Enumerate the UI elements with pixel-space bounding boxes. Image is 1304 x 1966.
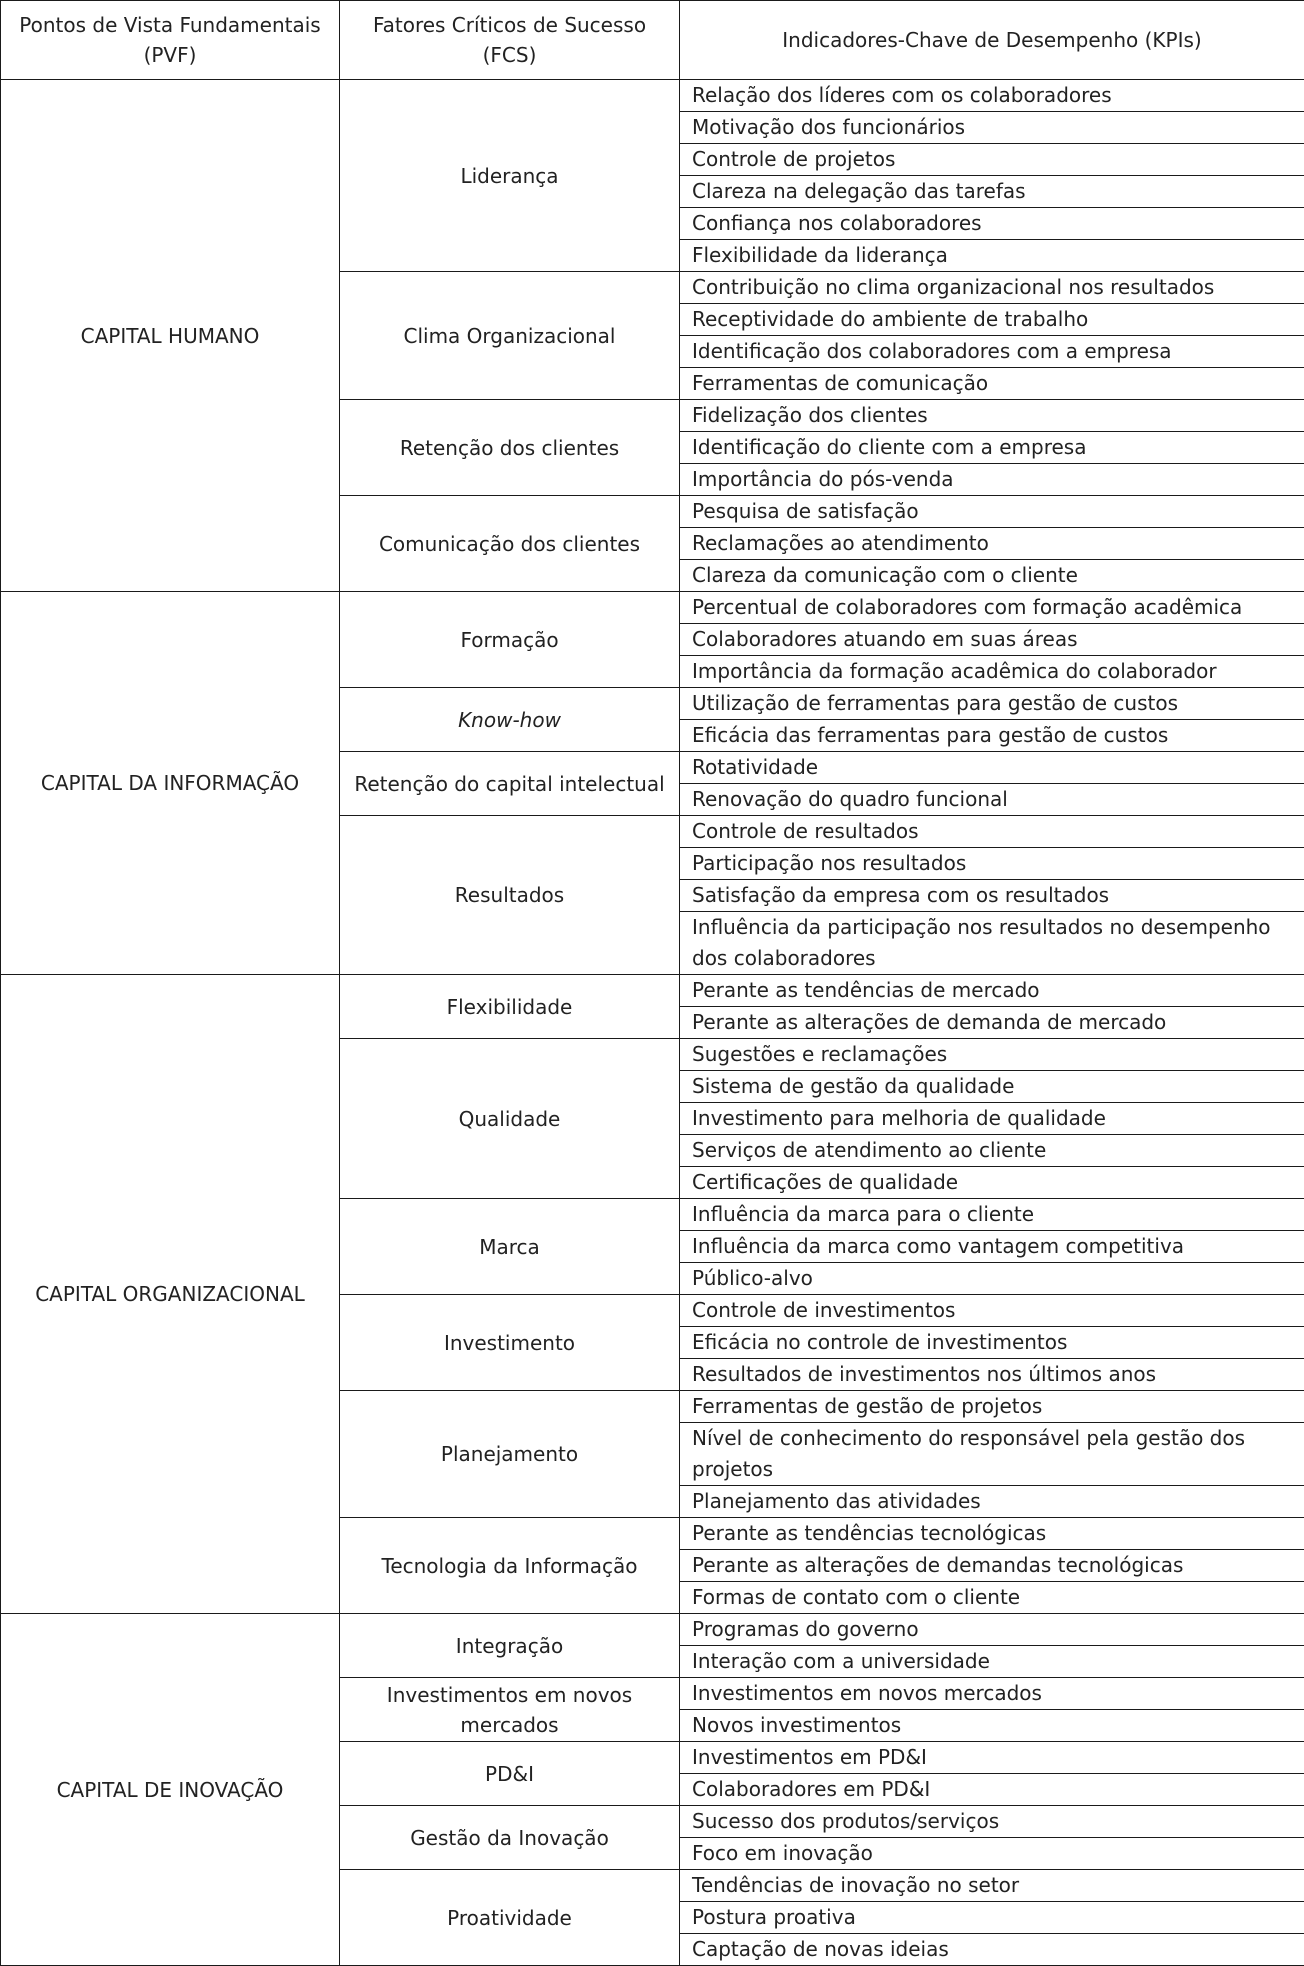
kpi-cell: Influência da marca para o cliente bbox=[680, 1199, 1304, 1231]
kpi-cell: Relação dos líderes com os colaboradores bbox=[680, 80, 1304, 112]
kpi-cell: Eficácia no controle de investimentos bbox=[680, 1327, 1304, 1359]
table-row bbox=[1, 1614, 1304, 1646]
kpi-cell: Interação com a universidade bbox=[680, 1646, 1304, 1678]
kpi-cell: Fidelização dos clientes bbox=[680, 400, 1304, 432]
table-body bbox=[1, 80, 1304, 1966]
fcs-cell-marca: Marca bbox=[340, 1199, 680, 1295]
kpi-cell: Captação de novas ideias bbox=[680, 1934, 1304, 1966]
fcs-cell-qualidade: Qualidade bbox=[340, 1039, 680, 1199]
fcs-cell-tecnologia-da-informacao: Tecnologia da Informação bbox=[340, 1518, 680, 1614]
kpi-cell: Utilização de ferramentas para gestão de custos bbox=[680, 688, 1304, 720]
kpi-cell: Identificação dos colaboradores com a empresa bbox=[680, 336, 1304, 368]
kpi-cell: Importância da formação acadêmica do colaborador bbox=[680, 656, 1304, 688]
fcs-cell-gestao-da-inovacao: Gestão da Inovação bbox=[340, 1806, 680, 1870]
fcs-cell-investimentos-em-novos-mercados: Investimentos em novos mercados bbox=[340, 1678, 680, 1742]
kpi-cell: Renovação do quadro funcional bbox=[680, 784, 1304, 816]
fcs-cell-retencao-do-capital-intelectual: Retenção do capital intelectual bbox=[340, 752, 680, 816]
fcs-cell-resultados: Resultados bbox=[340, 816, 680, 975]
kpi-cell: Motivação dos funcionários bbox=[680, 112, 1304, 144]
kpi-cell: Reclamações ao atendimento bbox=[680, 528, 1304, 560]
kpi-cell: Perante as tendências tecnológicas bbox=[680, 1518, 1304, 1550]
fcs-cell-planejamento: Planejamento bbox=[340, 1391, 680, 1518]
kpi-cell: Influência da marca como vantagem competitiva bbox=[680, 1231, 1304, 1263]
fcs-cell-investimento: Investimento bbox=[340, 1295, 680, 1391]
pvf-cell-capital-de-inovacao: CAPITAL DE INOVAÇÃO bbox=[1, 1614, 340, 1966]
kpi-cell: Influência da participação nos resultados no desempenho dos colaboradores bbox=[680, 912, 1304, 975]
kpi-cell: Certificações de qualidade bbox=[680, 1167, 1304, 1199]
kpi-cell: Satisfação da empresa com os resultados bbox=[680, 880, 1304, 912]
kpi-cell: Sugestões e reclamações bbox=[680, 1039, 1304, 1071]
kpi-cell: Flexibilidade da liderança bbox=[680, 240, 1304, 272]
kpi-cell: Perante as tendências de mercado bbox=[680, 975, 1304, 1007]
kpi-cell: Percentual de colaboradores com formação acadêmica bbox=[680, 592, 1304, 624]
kpi-cell: Resultados de investimentos nos últimos anos bbox=[680, 1359, 1304, 1391]
kpi-cell: Rotatividade bbox=[680, 752, 1304, 784]
table-row bbox=[1, 592, 1304, 624]
pvf-cell-capital-organizacional: CAPITAL ORGANIZACIONAL bbox=[1, 975, 340, 1614]
fcs-cell-proatividade: Proatividade bbox=[340, 1870, 680, 1966]
kpi-cell: Ferramentas de gestão de projetos bbox=[680, 1391, 1304, 1423]
fcs-cell-flexibilidade: Flexibilidade bbox=[340, 975, 680, 1039]
kpi-cell: Eficácia das ferramentas para gestão de custos bbox=[680, 720, 1304, 752]
fcs-cell-retencao-dos-clientes: Retenção dos clientes bbox=[340, 400, 680, 496]
kpi-cell: Contribuição no clima organizacional nos resultados bbox=[680, 272, 1304, 304]
kpi-cell: Pesquisa de satisfação bbox=[680, 496, 1304, 528]
fcs-cell-integracao: Integração bbox=[340, 1614, 680, 1678]
kpi-cell: Colaboradores em PD&I bbox=[680, 1774, 1304, 1806]
kpi-cell: Clareza da comunicação com o cliente bbox=[680, 560, 1304, 592]
kpi-cell: Colaboradores atuando em suas áreas bbox=[680, 624, 1304, 656]
kpi-cell: Tendências de inovação no setor bbox=[680, 1870, 1304, 1902]
fcs-cell-pd-i: PD&I bbox=[340, 1742, 680, 1806]
kpi-cell: Controle de resultados bbox=[680, 816, 1304, 848]
kpi-cell: Foco em inovação bbox=[680, 1838, 1304, 1870]
kpi-cell: Receptividade do ambiente de trabalho bbox=[680, 304, 1304, 336]
kpi-cell: Participação nos resultados bbox=[680, 848, 1304, 880]
table-header bbox=[1, 1, 1304, 80]
kpi-cell: Clareza na delegação das tarefas bbox=[680, 176, 1304, 208]
kpi-cell: Sucesso dos produtos/serviços bbox=[680, 1806, 1304, 1838]
kpi-cell: Planejamento das atividades bbox=[680, 1486, 1304, 1518]
kpi-cell: Programas do governo bbox=[680, 1614, 1304, 1646]
header-kpis: Indicadores-Chave de Desempenho (KPIs) bbox=[680, 1, 1304, 80]
header-fcs: Fatores Críticos de Sucesso (FCS) bbox=[340, 1, 680, 80]
pvf-cell-capital-da-informacao: CAPITAL DA INFORMAÇÃO bbox=[1, 592, 340, 975]
kpi-cell: Importância do pós-venda bbox=[680, 464, 1304, 496]
table-row bbox=[1, 975, 1304, 1007]
kpi-cell: Serviços de atendimento ao cliente bbox=[680, 1135, 1304, 1167]
fcs-cell-clima-organizacional: Clima Organizacional bbox=[340, 272, 680, 400]
kpi-cell: Controle de investimentos bbox=[680, 1295, 1304, 1327]
fcs-cell-know-how: Know-how bbox=[340, 688, 680, 752]
kpi-cell: Confiança nos colaboradores bbox=[680, 208, 1304, 240]
kpi-cell: Ferramentas de comunicação bbox=[680, 368, 1304, 400]
pvf-cell-capital-humano: CAPITAL HUMANO bbox=[1, 80, 340, 592]
kpi-cell: Investimentos em PD&I bbox=[680, 1742, 1304, 1774]
fcs-cell-formacao: Formação bbox=[340, 592, 680, 688]
kpi-cell: Formas de contato com o cliente bbox=[680, 1582, 1304, 1614]
kpi-cell: Identificação do cliente com a empresa bbox=[680, 432, 1304, 464]
kpi-cell: Público-alvo bbox=[680, 1263, 1304, 1295]
kpi-cell: Investimento para melhoria de qualidade bbox=[680, 1103, 1304, 1135]
kpi-cell: Nível de conhecimento do responsável pela gestão dos projetos bbox=[680, 1423, 1304, 1486]
table-row bbox=[1, 80, 1304, 112]
kpi-cell: Novos investimentos bbox=[680, 1710, 1304, 1742]
kpi-cell: Postura proativa bbox=[680, 1902, 1304, 1934]
header-pvf: Pontos de Vista Fundamentais (PVF) bbox=[1, 1, 340, 80]
kpi-cell: Controle de projetos bbox=[680, 144, 1304, 176]
fcs-cell-comunicacao-dos-clientes: Comunicação dos clientes bbox=[340, 496, 680, 592]
kpi-cell: Sistema de gestão da qualidade bbox=[680, 1071, 1304, 1103]
kpi-cell: Perante as alterações de demandas tecnológicas bbox=[680, 1550, 1304, 1582]
kpi-cell: Investimentos em novos mercados bbox=[680, 1678, 1304, 1710]
kpi-cell: Perante as alterações de demanda de mercado bbox=[680, 1007, 1304, 1039]
fcs-cell-lideranca: Liderança bbox=[340, 80, 680, 272]
header-row bbox=[1, 1, 1304, 80]
